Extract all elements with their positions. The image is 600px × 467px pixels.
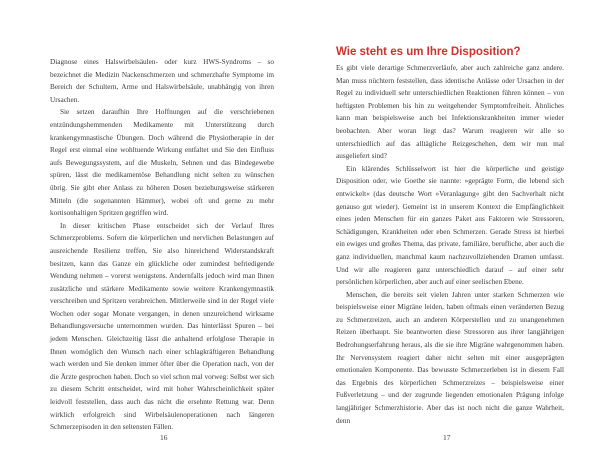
left-paragraph-2: Sie setzen daraufhin Ihre Hoffnungen auf die verschriebenen entzündungshemmenden Medikamente mit Unterstützung durch krankengymnastische Übungen. Doch während die Physiotherapie in der Regel erst einmal eine wohltuende Wirkung entfaltet und Sie den Einfluss aufs Bewegungssystem, auf die Muskeln, Sehnen und das Bindegewebe spüren, lässt die medikamentöse Behandlung nicht selten zu wünschen übrig. Sie gibt eher Anlass zu höheren Dosen beziehungsweise stärkeren Mitteln (die sogenannten Hämmer), wobei oft und gerne zu mehr kortisonhaltigen Spritzen gegriffen wird. [50, 108, 274, 218]
right-paragraph-3: Menschen, die bereits seit vielen Jahren unter starken Schmerzen wie beispielsweise einer Migräne leiden, haben oftmals einen veränderten Bezug zu Schmerzreizen, auch an anderen Körperstellen und zu unangenehmen Reizen überhaupt. Sie beantworten diese Stressoren aus ihrer langjährigen Bedrohungserfahrung heraus, als die sie ihre Migräne wahrgenommen haben. Ihr Nervensystem reagiert daher nicht selten mit einer ausgeprägten emotionalen Komponente. Das bewusste Schmerzerleben ist in diesem Fall das Ergebnis des körperlichen Schmerzreizes – beispielsweise einer Fußverletzung – und der zugrunde liegenden emotionalen Prägung infolge langjähriger Schmerzhistorie. Aber das ist noch nicht die ganze Wahrheit, denn [336, 290, 564, 425]
right-page-number: 17 [443, 433, 451, 442]
right-body-text [336, 62, 564, 427]
left-paragraph-1: Diagnose eines Halswirbelsäulen- oder kurz HWS-Syndroms – so bezeichnet die Medizin Nackenschmerzen und schmerzhafte Symptome im Bereich der Schultern, Arme und Halswirbelsäule, unabhängig von ihren Ursachen. [50, 58, 274, 104]
section-heading: Wie steht es um Ihre Disposition? [336, 46, 521, 58]
right-page [300, 0, 600, 467]
right-paragraph-2: Ein klärendes Schlüsselwort ist hier die körperliche und geistige Disposition oder, wie Goethe sie nannte: »geprägte Form, die lebend sich entwickelt« (das deutsche Wort »Veranlagung« gibt den Sachverhalt nicht genauso gut wieder). Gemeint ist in unserem Kontext die Empfänglichkeit eines jeden Menschen für ein ganzes Paket aus Faktoren wie Stressoren, Schädigungen, Krankheiten oder eben Schmerzen. Gerade Stress ist hierbei ein ewiges und großes Thema, das private, familiäre, berufliche, aber auch die ganz individuellen, manchmal kaum nachzuvollziehenden Dramen umfasst. Und wir alle reagieren ganz unterschiedlich darauf – auf einer sehr persönlichen körperlichen, aber auch auf einer seelischen Ebene. [336, 164, 564, 287]
left-body-text [50, 56, 274, 434]
left-paragraph-3: In dieser kritischen Phase entscheidet sich der Verlauf Ihres Schmerzproblems. Sofern die körperlichen und nervlichen Belastungen auf ausreichende Resilienz treffen, Sie also hinreichend Widerstandskraft besitzen, kann das Ganze ein glückliche oder zumindest befriedigende Wendung nehmen – vorerst wenigstens. Andernfalls jedoch wird man Ihnen zusätzliche und stärkere Medikamente sowie weitere Krankengymnastik verschreiben und Spritzen verabreichen. Mittlerweile sind in der Regel viele Wochen oder sogar Monate vergangen, in denen unzureichend wirksame Behandlungsversuche unternommen wurden. Das hinterlässt Spuren – bei jedem Menschen. Gleichzeitig lässt die anhaltend erfolglose Therapie in Ihnen womöglich den Wunsch nach einer schlagkräftigeren Behandlung wach werden und Sie denken immer öfter über die Operation nach, von der die Ärzte gesprochen haben. Doch so viel schon mal vorweg: Selbst wer sich zu diesem Schritt entscheidet, wird mit hoher Wahrscheinlichkeit später leidvoll feststellen, dass auch das nicht die ersehnte Rettung war. Denn wirklich erfolgreich sind Wirbelsäulenoperationen nach längeren Schmerzepisoden in den seltensten Fällen. [50, 221, 274, 432]
left-page-number: 16 [160, 433, 168, 442]
right-paragraph-1: Es gibt viele derartige Schmerzverläufe, aber auch zahlreiche ganz andere. Man muss nüchtern feststellen, dass identische Anlässe oder Ursachen in der Regel zu individuell sehr unterschiedlichen Reaktionen führen können – von heftigsten Problemen bis hin zu weitgehender Symptomfreiheit. Ähnliches kann man beispielsweise auch bei Infektionskrankheiten immer wieder beobachten. Aber woran liegt das? Warum reagieren wir alle so unterschiedlich auf das alltägliche Reizgeschehen, dem wir nun mal ausgeliefert sind? [336, 64, 564, 161]
